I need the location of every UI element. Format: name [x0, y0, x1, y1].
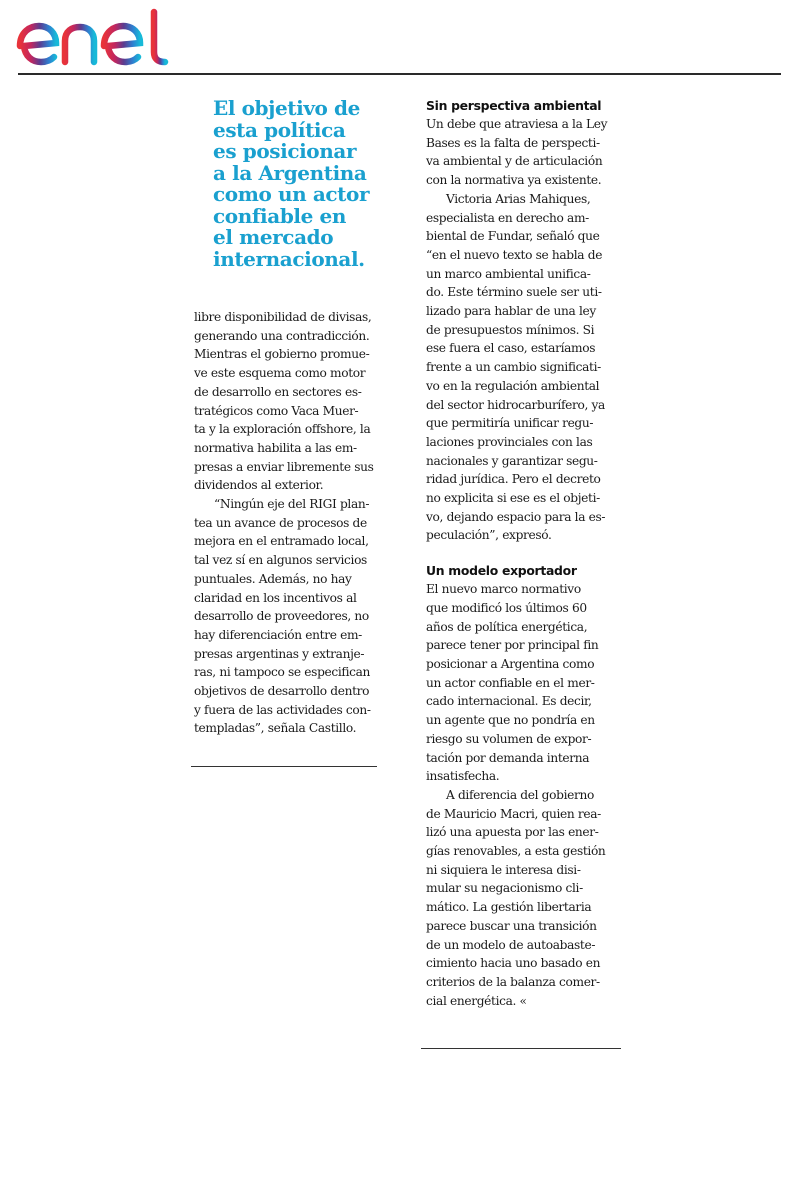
text-line: especialista en derecho am-	[426, 210, 589, 225]
text-line: parece tener por principal fin	[426, 638, 599, 653]
text-line: mejora en el entramado local,	[194, 534, 369, 549]
pull-quote-line: confiable en	[213, 203, 346, 228]
text-line: “en el nuevo texto se habla de	[426, 247, 603, 262]
text-line: de desarrollo en sectores es-	[194, 384, 362, 399]
text-line: mular su negacionismo cli-	[426, 881, 583, 896]
text-line: insatisfecha.	[426, 769, 500, 784]
text-line: tación por demanda interna	[426, 750, 590, 765]
text-line: no explicita si ese es el objeti-	[426, 491, 600, 506]
text-line: hay diferenciación entre em-	[194, 627, 362, 642]
text-line: un agente que no pondría en	[426, 713, 595, 728]
text-line: tea un avance de procesos de	[194, 515, 367, 530]
pull-quote	[213, 98, 403, 270]
enel-logo	[16, 8, 176, 70]
text-line: con la normativa ya existente.	[426, 173, 602, 188]
pull-quote-line: internacional.	[213, 246, 365, 271]
text-line: A diferencia del gobierno	[446, 787, 594, 802]
text-line: Victoria Arias Mahiques,	[446, 191, 591, 206]
text-line: nacionales y garantizar segu-	[426, 453, 598, 468]
text-line: do. Este término suele ser uti-	[426, 285, 602, 300]
pull-quote-line: es posicionar	[213, 139, 357, 163]
text-line: desarrollo de proveedores, no	[194, 609, 369, 624]
text-line: Un debe que atraviesa a la Ley	[426, 117, 608, 131]
paragraph	[426, 786, 626, 1010]
text-line: “Ningún eje del RIGI plan-	[214, 497, 370, 512]
text-line: de un modelo de autoabaste-	[426, 937, 596, 952]
text-line: lizado para hablar de una ley	[426, 304, 596, 319]
text-line: laciones provinciales con las	[426, 434, 593, 449]
text-line: Bases es la falta de perspecti-	[426, 135, 600, 150]
text-line: de Mauricio Macri, quien rea-	[426, 806, 601, 821]
text-line: libre disponibilidad de divisas,	[194, 310, 372, 324]
paragraph	[426, 115, 626, 190]
text-line: dividendos al exterior.	[194, 478, 324, 493]
paragraph	[426, 190, 626, 545]
text-line: claridad en los incentivos al	[194, 590, 357, 605]
text-line: posicionar a Argentina como	[426, 656, 595, 671]
text-line: ridad jurídica. Pero el decreto	[426, 472, 601, 487]
text-line: gías renovables, a esta gestión	[426, 844, 606, 859]
text-line: que permitiría unificar regu-	[426, 416, 594, 431]
header-rule	[18, 73, 781, 75]
text-line: peculación”, expresó.	[426, 528, 552, 543]
pull-quote-line: el mercado	[213, 225, 334, 249]
text-line: mático. La gestión libertaria	[426, 900, 592, 915]
text-line: ese fuera el caso, estaríamos	[426, 341, 596, 356]
text-line: cado internacional. Es decir,	[426, 694, 592, 709]
pull-quote-line: esta política	[213, 117, 346, 142]
section-heading: Sin perspectiva ambiental	[426, 98, 602, 113]
text-line: tratégicos como Vaca Muer-	[194, 403, 359, 418]
text-line: ni siquiera le interesa disi-	[426, 862, 581, 877]
text-line: templadas”, señala Castillo.	[194, 721, 357, 736]
text-line: normativa habilita a las em-	[194, 440, 357, 455]
text-line: lizó una apuesta por las ener-	[426, 825, 599, 840]
paragraph	[194, 308, 394, 495]
text-line: El nuevo marco normativo	[426, 582, 581, 597]
section-heading: Un modelo exportador	[426, 563, 577, 579]
text-line: parece buscar una transición	[426, 918, 597, 933]
text-line: vo, dejando espacio para la es-	[426, 509, 606, 524]
text-line: del sector hidrocarburífero, ya	[426, 397, 605, 412]
text-line: puntuales. Además, no hay	[194, 571, 352, 586]
text-line: cimiento hacia uno basado en	[426, 956, 601, 971]
text-line: presas a enviar libremente sus	[194, 459, 374, 474]
text-line: frente a un cambio significati-	[426, 360, 601, 375]
paragraph	[194, 495, 394, 738]
left-column	[194, 308, 394, 738]
column-end-rule	[191, 766, 377, 767]
text-line: biental de Fundar, señaló que	[426, 229, 600, 244]
text-line: ta y la exploración offshore, la	[194, 422, 371, 437]
text-line: Mientras el gobierno promue-	[194, 347, 370, 362]
text-line: que modificó los últimos 60	[426, 600, 587, 615]
text-line: riesgo su volumen de expor-	[426, 731, 592, 746]
pull-quote-line: como un actor	[213, 182, 370, 206]
text-line: de presupuestos mínimos. Si	[426, 322, 595, 337]
text-line: tal vez sí en algunos servicios	[194, 553, 367, 568]
paragraph	[426, 580, 626, 786]
text-line: vo en la regulación ambiental	[426, 378, 600, 393]
text-line: un marco ambiental unifica-	[426, 266, 591, 281]
text-line: objetivos de desarrollo dentro	[194, 684, 370, 699]
text-line: presas argentinas y extranje-	[194, 646, 365, 661]
enel-logo-graphic	[16, 8, 176, 70]
right-column	[426, 97, 626, 1010]
text-line: ras, ni tampoco se especifican	[194, 665, 371, 680]
section-gap	[426, 545, 626, 562]
text-line: años de política energética,	[426, 619, 588, 634]
text-line: cial energética. «	[426, 993, 527, 1008]
pull-quote-line: El objetivo de	[213, 96, 360, 120]
text-line: y fuera de las actividades con-	[194, 702, 371, 717]
pull-quote-line: a la Argentina	[213, 160, 367, 185]
text-line: criterios de la balanza comer-	[426, 974, 600, 989]
text-line: ve este esquema como motor	[194, 366, 366, 381]
text-line: generando una contradicción.	[194, 328, 370, 343]
text-line: un actor confiable en el mer-	[426, 675, 595, 690]
text-line: va ambiental y de articulación	[426, 154, 603, 169]
article-end-rule	[421, 1048, 621, 1049]
